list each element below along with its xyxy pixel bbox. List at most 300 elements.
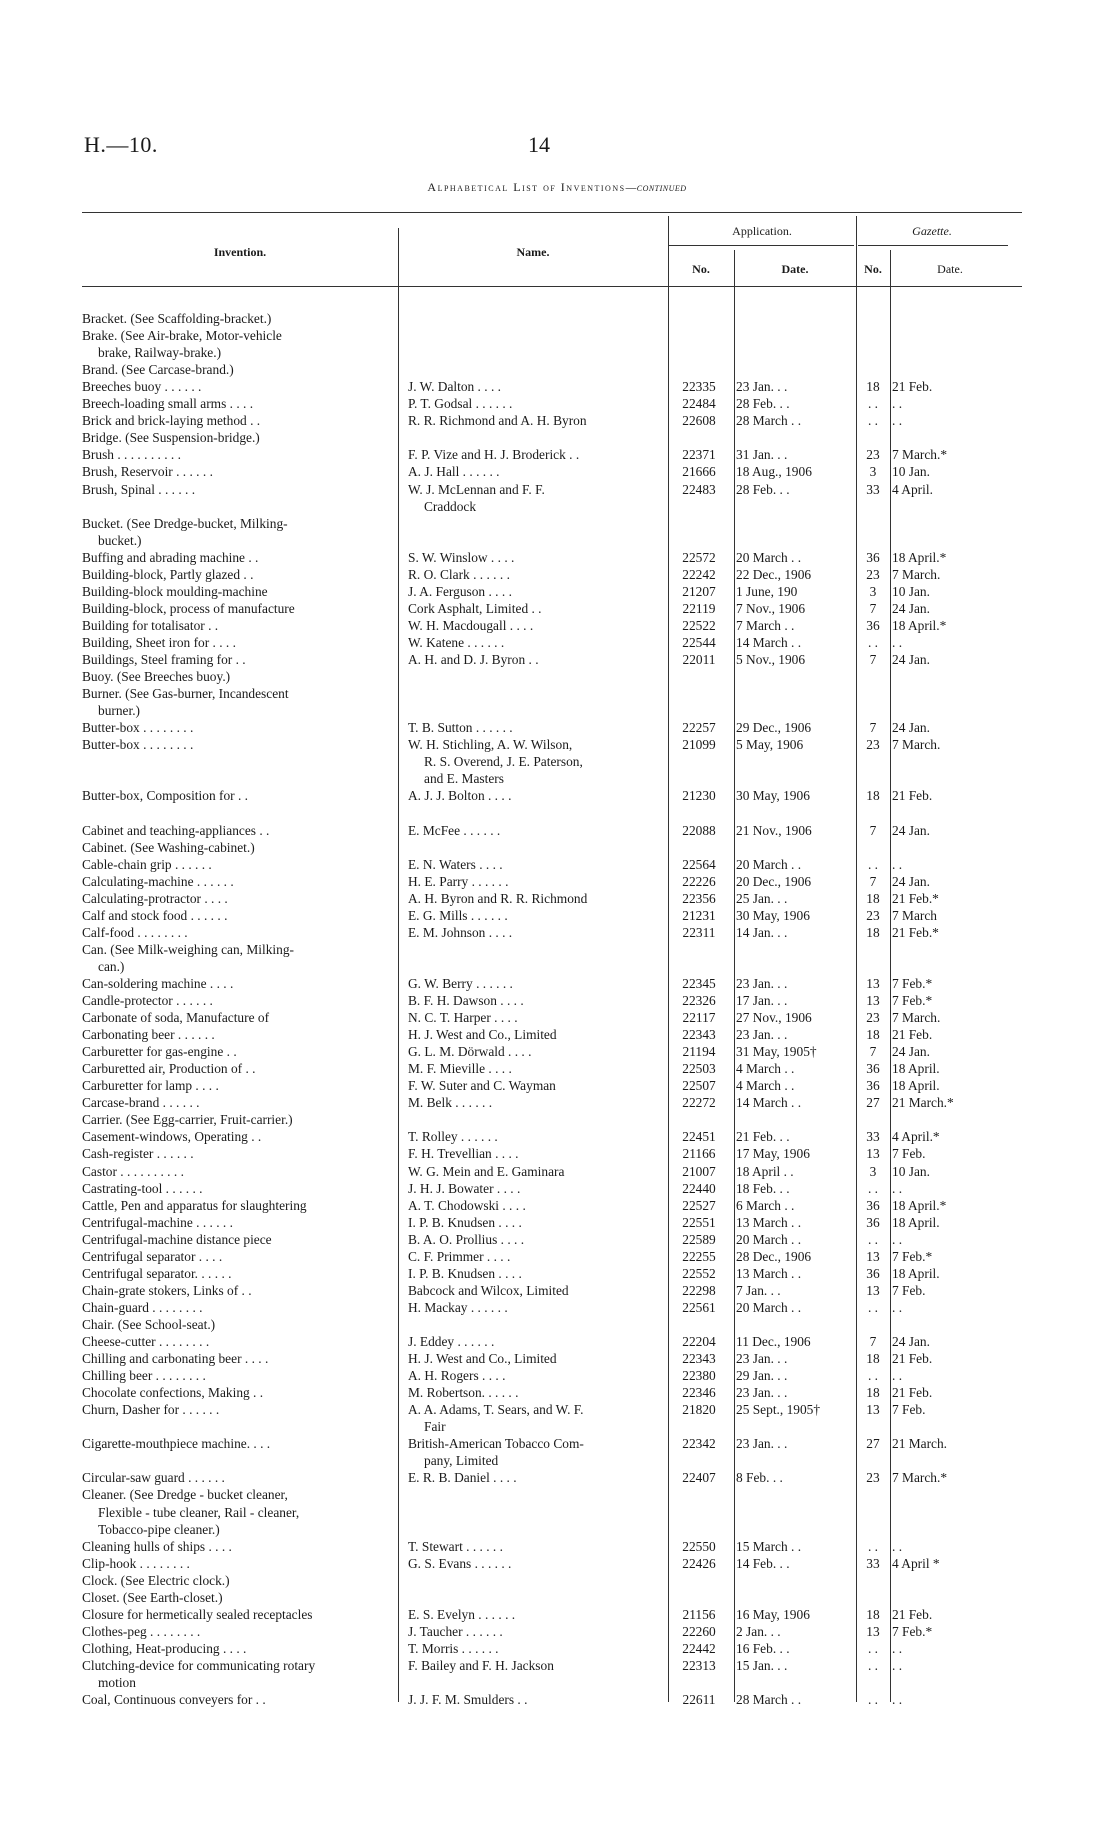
gazette-number-cell: 3 (869, 464, 877, 480)
table-row (0, 719, 1114, 736)
gazette-number-cell: 18 (866, 890, 880, 906)
column-header-application: Application. (732, 224, 792, 238)
application-number-cell: 22343 (682, 1027, 716, 1043)
invention-cell: Bucket. (See Dredge-bucket, Milking- (82, 515, 288, 531)
application-date-cell: 7 Jan. . . (736, 1282, 781, 1298)
gazette-date-cell: 7 Feb.* (892, 1248, 933, 1264)
table-row (0, 787, 1114, 804)
table-row (0, 1572, 1114, 1589)
invention-cell: Chocolate confections, Making . . (82, 1385, 264, 1401)
name-cell: G. W. Berry . . . . . . (408, 975, 513, 991)
name-cell: E. McFee . . . . . . (408, 822, 501, 838)
name-cell: F. H. Trevellian . . . . (408, 1146, 519, 1162)
name-cell: A. H. Rogers . . . . (408, 1368, 506, 1384)
table-row (0, 941, 1114, 958)
table-row (0, 327, 1114, 344)
application-date-cell: 15 Jan. . . (736, 1657, 788, 1673)
name-cell: F. P. Vize and H. J. Broderick . . (408, 447, 580, 463)
gazette-date-cell: 24 Jan. (892, 600, 930, 616)
gazette-date-cell: 4 April. (892, 481, 933, 497)
name-cell: G. S. Evans . . . . . . (408, 1555, 512, 1571)
application-number-cell: 21194 (682, 1044, 716, 1060)
table-row (0, 566, 1114, 583)
invention-cell: Carburetted air, Production of . . (82, 1061, 256, 1077)
application-date-cell: 21 Nov., 1906 (736, 822, 812, 838)
application-date-cell: 16 May, 1906 (736, 1606, 810, 1622)
table-row (0, 1043, 1114, 1060)
name-cell: F. W. Suter and C. Wayman (408, 1078, 556, 1094)
name-cell: T. Stewart . . . . . . (408, 1538, 503, 1554)
invention-cell: Building-block, Partly glazed . . (82, 566, 254, 582)
subtitle-continued: —continued (625, 180, 687, 194)
application-date-cell: 28 Feb. . . (736, 481, 790, 497)
name-cell: J. A. Ferguson . . . . (408, 583, 512, 599)
invention-cell: Buffing and abrading machine . . (82, 549, 259, 565)
application-date-cell: 20 Dec., 1906 (736, 873, 812, 889)
invention-cell: Can-soldering machine . . . . (82, 975, 234, 991)
gazette-number-cell: 13 (866, 1146, 880, 1162)
name-cell: A. J. J. Bolton . . . . (408, 788, 512, 804)
application-date-cell: 13 March . . (736, 1214, 802, 1230)
gazette-number-cell: 3 (869, 1163, 877, 1179)
invention-cell: Carcase-brand . . . . . . (82, 1095, 200, 1111)
table-row (0, 617, 1114, 634)
table-row (0, 429, 1114, 446)
application-number-cell: 21666 (682, 464, 716, 480)
table-row (0, 600, 1114, 617)
invention-cell: Candle-protector . . . . . . (82, 993, 213, 1008)
gazette-number-cell: . . (867, 1231, 879, 1247)
application-date-cell: 25 Jan. . . (736, 890, 788, 906)
gazette-number-cell: . . (867, 634, 879, 650)
invention-cell: Carburetter for gas-engine . . (82, 1044, 237, 1060)
table-row (0, 1401, 1114, 1418)
name-cell: T. B. Sutton . . . . . . (408, 720, 513, 736)
application-date-cell: 13 March . . (736, 1265, 802, 1281)
table-row (0, 975, 1114, 992)
application-date-cell: 14 Jan. . . (736, 924, 788, 940)
invention-cell: Cleaning hulls of ships . . . . (82, 1538, 232, 1554)
invention-cell: Brake. (See Air-brake, Motor-vehicle (82, 328, 282, 344)
name-cell: P. T. Godsal . . . . . . (408, 396, 513, 412)
gazette-number-cell: 7 (869, 1334, 877, 1349)
application-date-cell: 4 March . . (736, 1061, 795, 1077)
gazette-number-cell: 13 (866, 1402, 880, 1418)
invention-cell: Churn, Dasher for . . . . . . (82, 1402, 220, 1418)
invention-cell: Brand. (See Carcase-brand.) (82, 362, 234, 378)
name-cell: I. P. B. Knudsen . . . . (408, 1214, 522, 1230)
table-row (0, 804, 1114, 821)
application-number-cell: 22522 (682, 617, 716, 633)
table-row (0, 1282, 1114, 1299)
invention-cell: Cheese-cutter . . . . . . . . (82, 1334, 210, 1349)
name-cell: F. Bailey and F. H. Jackson (408, 1657, 554, 1673)
table-row (0, 1163, 1114, 1180)
table-row (0, 1589, 1114, 1606)
invention-cell: Coal, Continuous conveyers for . . (82, 1692, 266, 1708)
application-date-cell: 5 Nov., 1906 (736, 652, 806, 667)
name-cell: C. F. Primmer . . . . (408, 1248, 511, 1264)
application-date-cell: 2 Jan. . . (736, 1623, 781, 1639)
table-row (0, 1657, 1114, 1674)
gazette-date-cell: 10 Jan. (892, 583, 930, 599)
application-date-cell: 21 Feb. . . (736, 1129, 790, 1145)
gazette-date-cell: 7 Feb. (892, 1402, 926, 1418)
table-row (0, 481, 1114, 498)
gazette-number-cell: . . (867, 1657, 879, 1673)
application-date-cell: 20 March . . (736, 1231, 802, 1247)
gazette-number-cell: 3 (869, 583, 877, 599)
table-row (0, 1623, 1114, 1640)
invention-cell: Bracket. (See Scaffolding-bracket.) (82, 311, 272, 326)
invention-cell: Brush, Reservoir . . . . . . (82, 464, 213, 480)
invention-cell: Calf and stock food . . . . . . (82, 907, 228, 923)
gazette-number-cell: 36 (866, 1265, 880, 1281)
application-number-cell: 22589 (682, 1231, 716, 1247)
name-cell: A. A. Adams, T. Sears, and W. F. (408, 1402, 584, 1418)
name-cell: pany, Limited (424, 1453, 499, 1469)
application-date-cell: 30 May, 1906 (736, 788, 810, 804)
gazette-date-cell: . . (892, 1640, 903, 1656)
gazette-number-cell: . . (867, 1299, 879, 1315)
gazette-date-cell: . . (892, 1231, 903, 1247)
table-row (0, 1691, 1114, 1708)
invention-cell: Building for totalisator . . (82, 617, 219, 633)
gazette-date-cell: 10 Jan. (892, 464, 930, 480)
gazette-date-cell: 7 March.* (892, 447, 948, 463)
application-number-cell: 21820 (682, 1402, 716, 1418)
invention-cell: bucket.) (98, 532, 142, 548)
invention-cell: burner.) (98, 703, 141, 719)
gazette-number-cell: . . (867, 856, 879, 872)
gazette-number-cell: . . (867, 396, 879, 412)
invention-cell: Chain-grate stokers, Links of . . (82, 1282, 252, 1298)
table-row (0, 549, 1114, 566)
table-row (0, 1674, 1114, 1691)
invention-cell: Cash-register . . . . . . (82, 1146, 194, 1162)
name-cell: W. J. McLennan and F. F. (408, 481, 545, 497)
name-cell: T. Morris . . . . . . (408, 1640, 499, 1656)
table-row (0, 583, 1114, 600)
gazette-number-cell: . . (867, 1640, 879, 1656)
name-cell: Craddock (424, 498, 477, 514)
invention-cell: Calculating-protractor . . . . (82, 890, 228, 906)
name-cell: R. S. Overend, J. E. Paterson, (424, 754, 583, 770)
table-row (0, 702, 1114, 719)
gazette-number-cell: 36 (866, 549, 880, 565)
gazette-number-cell: 18 (866, 1027, 880, 1043)
invention-cell: Closure for hermetically sealed receptacles (82, 1606, 313, 1622)
invention-cell: Can. (See Milk-weighing can, Milking- (82, 941, 294, 957)
gazette-number-cell: 7 (869, 652, 877, 667)
invention-cell: Castrating-tool . . . . . . (82, 1180, 203, 1196)
application-date-cell: 8 Feb. . . (736, 1470, 783, 1486)
gazette-number-cell: . . (867, 1180, 879, 1196)
invention-cell: can.) (98, 958, 125, 974)
name-cell: J. Taucher . . . . . . (408, 1623, 503, 1639)
application-number-cell: 21156 (682, 1606, 716, 1622)
gazette-number-cell: 13 (866, 975, 880, 991)
gazette-date-cell: 21 Feb. (892, 1385, 933, 1401)
invention-cell: Calculating-machine . . . . . . (82, 873, 234, 889)
invention-cell: Buoy. (See Breeches buoy.) (82, 669, 231, 685)
application-date-cell: 20 March . . (736, 856, 802, 872)
application-date-cell: 6 March . . (736, 1197, 795, 1213)
gazette-date-cell: 18 April.* (892, 549, 947, 565)
table-row (0, 1538, 1114, 1555)
gazette-date-cell: . . (892, 1368, 903, 1384)
invention-cell: Circular-saw guard . . . . . . (82, 1470, 225, 1486)
gazette-date-cell: 24 Jan. (892, 873, 930, 889)
column-header-app-no: No. (692, 262, 710, 276)
gazette-date-cell: 18 April. (892, 1061, 940, 1077)
application-number-cell: 22088 (682, 822, 716, 838)
invention-cell: motion (98, 1675, 136, 1690)
gazette-date-cell: . . (892, 1657, 903, 1673)
name-cell: H. J. West and Co., Limited (408, 1027, 557, 1043)
gazette-date-cell: 10 Jan. (892, 1163, 930, 1179)
invention-cell: Centrifugal-machine . . . . . . (82, 1214, 233, 1230)
gazette-number-cell: 36 (866, 1078, 880, 1094)
name-cell: T. Rolley . . . . . . (408, 1129, 498, 1145)
name-cell: R. R. Richmond and A. H. Byron (408, 413, 587, 429)
gazette-number-cell: 23 (866, 907, 880, 923)
invention-cell: Chilling and carbonating beer . . . . (82, 1351, 269, 1367)
name-cell: A. H. and D. J. Byron . . (408, 652, 539, 667)
gazette-date-cell: 21 March.* (892, 1095, 954, 1111)
column-header-invention: Invention. (213, 245, 267, 259)
name-cell: B. A. O. Prollius . . . . (408, 1231, 525, 1247)
name-cell: J. W. Dalton . . . . (408, 379, 501, 395)
application-date-cell: 18 April . . (736, 1163, 794, 1179)
invention-cell: Brush . . . . . . . . . . (82, 447, 181, 463)
application-number-cell: 22298 (682, 1282, 716, 1298)
gazette-date-cell: . . (892, 413, 903, 429)
table-row (0, 668, 1114, 685)
table-row (0, 1435, 1114, 1452)
table-row (0, 344, 1114, 361)
gazette-label: Gazette. (912, 224, 952, 238)
application-number-cell: 22572 (682, 549, 716, 565)
gazette-date-cell: . . (892, 856, 903, 872)
application-date-cell: 17 May, 1906 (736, 1146, 810, 1162)
application-number-cell: 22335 (682, 379, 716, 395)
gazette-number-cell: 13 (866, 1248, 880, 1264)
name-cell: J. J. F. M. Smulders . . (408, 1692, 528, 1708)
invention-cell: Brush, Spinal . . . . . . (82, 481, 196, 497)
application-date-cell: 30 May, 1906 (736, 907, 810, 923)
gazette-number-cell: 18 (866, 1385, 880, 1401)
application-number-cell: 22311 (682, 924, 716, 940)
gazette-number-cell: 7 (869, 873, 877, 889)
gazette-date-cell: . . (892, 1180, 903, 1196)
gazette-date-cell: 18 April. (892, 1265, 940, 1281)
application-number-cell: 22507 (682, 1078, 716, 1094)
application-date-cell: 7 March . . (736, 617, 795, 633)
table-row (0, 1469, 1114, 1486)
table-row (0, 1299, 1114, 1316)
gazette-number-cell: 36 (866, 1214, 880, 1230)
gazette-date-cell: 24 Jan. (892, 1044, 930, 1060)
application-date-cell: 28 Dec., 1906 (736, 1248, 812, 1264)
name-cell: Cork Asphalt, Limited . . (408, 600, 542, 616)
invention-cell: Cleaner. (See Dredge - bucket cleaner, (82, 1487, 288, 1503)
name-cell: W. H. Stichling, A. W. Wilson, (408, 737, 573, 753)
name-cell: R. O. Clark . . . . . . (408, 566, 510, 582)
table-row (0, 651, 1114, 668)
gazette-date-cell: 7 March.* (892, 1470, 948, 1486)
table-row (0, 1060, 1114, 1077)
application-number-cell: 22255 (682, 1248, 716, 1264)
gazette-number-cell: 23 (866, 737, 880, 753)
application-number-cell: 22326 (682, 993, 716, 1008)
application-date-cell: 14 March . . (736, 1095, 802, 1111)
application-number-cell: 22527 (682, 1197, 716, 1213)
invention-cell: Carbonating beer . . . . . . (82, 1027, 215, 1043)
application-date-cell: 23 Jan. . . (736, 1351, 788, 1367)
application-date-cell: 25 Sept., 1905† (736, 1402, 821, 1418)
table-row (0, 685, 1114, 702)
application-number-cell: 22426 (682, 1555, 716, 1571)
table-row (0, 873, 1114, 890)
application-date-cell: 23 Jan. . . (736, 1436, 788, 1452)
application-date-cell: 14 March . . (736, 634, 802, 650)
table-row (0, 1418, 1114, 1435)
name-cell: M. Robertson. . . . . . (408, 1385, 519, 1401)
invention-cell: Castor . . . . . . . . . . (82, 1163, 184, 1179)
table-row (0, 498, 1114, 515)
table-row (0, 1486, 1114, 1503)
invention-cell: Clip-hook . . . . . . . . (82, 1555, 190, 1571)
application-date-cell: 16 Feb. . . (736, 1640, 790, 1656)
table-row (0, 1452, 1114, 1469)
application-date-cell: 17 Jan. . . (736, 993, 788, 1008)
gazette-number-cell: 36 (866, 1061, 880, 1077)
gazette-date-cell: 7 Feb. (892, 1146, 926, 1162)
application-date-cell: 31 May, 1905† (736, 1044, 817, 1060)
application-number-cell: 21099 (682, 737, 716, 753)
application-number-cell: 22503 (682, 1061, 716, 1077)
gazette-number-cell: 13 (866, 1282, 880, 1298)
table-row (0, 1606, 1114, 1623)
gazette-date-cell: . . (892, 396, 903, 412)
application-number-cell: 22561 (682, 1299, 716, 1315)
name-cell: E. R. B. Daniel . . . . (408, 1470, 517, 1486)
gazette-date-cell: 7 March. (892, 1010, 941, 1026)
invention-cell: Centrifugal separator . . . . (82, 1248, 223, 1264)
table-row (0, 890, 1114, 907)
table-row (0, 1111, 1114, 1128)
gazette-number-cell: 23 (866, 447, 880, 463)
table-row (0, 856, 1114, 873)
subtitle-text: Alphabetical List of Inventions (427, 180, 626, 194)
gazette-number-cell: 13 (866, 1623, 880, 1639)
invention-cell: Clothing, Heat-producing . . . . (82, 1640, 247, 1656)
application-number-cell: 22242 (682, 566, 716, 582)
gazette-number-cell: 18 (866, 379, 880, 395)
table-row (0, 1555, 1114, 1572)
name-cell: Fair (424, 1419, 446, 1435)
invention-cell: Centrifugal separator. . . . . . (82, 1265, 232, 1281)
gazette-number-cell: . . (867, 1538, 879, 1554)
gazette-date-cell: 7 March. (892, 737, 941, 753)
application-number-cell: 22451 (682, 1129, 716, 1145)
gazette-date-cell: 21 Feb. (892, 1027, 933, 1043)
name-cell: E. S. Evelyn . . . . . . (408, 1606, 516, 1622)
application-date-cell: 23 Jan. . . (736, 975, 788, 991)
table-row (0, 1026, 1114, 1043)
name-cell: W. H. Macdougall . . . . (408, 617, 534, 633)
table-row (0, 1384, 1114, 1401)
gazette-date-cell: 24 Jan. (892, 822, 930, 838)
name-cell: A. H. Byron and R. R. Richmond (408, 890, 588, 906)
table-row (0, 839, 1114, 856)
application-date-cell: 28 Feb. . . (736, 396, 790, 412)
application-number-cell: 22356 (682, 890, 716, 906)
application-number-cell: 22442 (682, 1640, 716, 1656)
name-cell: A. J. Hall . . . . . . (408, 464, 500, 480)
application-number-cell: 21231 (682, 907, 716, 923)
application-number-cell: 22407 (682, 1470, 716, 1486)
application-date-cell: 27 Nov., 1906 (736, 1010, 812, 1026)
application-number-cell: 22551 (682, 1214, 716, 1230)
gazette-date-cell: 7 Feb.* (892, 975, 933, 991)
gazette-date-cell: 24 Jan. (892, 720, 930, 736)
gazette-number-cell: 36 (866, 617, 880, 633)
gazette-date-cell: . . (892, 634, 903, 650)
table-row (0, 412, 1114, 429)
invention-cell: Butter-box . . . . . . . . (82, 720, 194, 736)
table-row (0, 1248, 1114, 1265)
name-cell: N. C. T. Harper . . . . (408, 1010, 518, 1026)
gazette-number-cell: 7 (869, 720, 877, 736)
name-cell: W. G. Mein and E. Gaminara (408, 1163, 565, 1179)
invention-cell: Chilling beer . . . . . . . . (82, 1368, 206, 1384)
document-code: H.—10. (84, 132, 158, 157)
table-row (0, 532, 1114, 549)
gazette-number-cell: 18 (866, 924, 880, 940)
invention-cell: Centrifugal-machine distance piece (82, 1231, 272, 1247)
application-number-cell: 22440 (682, 1180, 716, 1196)
invention-cell: Tobacco-pipe cleaner.) (98, 1521, 220, 1537)
invention-cell: Breeches buoy . . . . . . (82, 379, 202, 395)
application-date-cell: 18 Feb. . . (736, 1180, 790, 1196)
table-row (0, 1214, 1114, 1231)
invention-cell: Breech-loading small arms . . . . (82, 396, 254, 412)
table-row (0, 907, 1114, 924)
application-date-cell: 31 Jan. . . (736, 447, 788, 463)
application-date-cell: 23 Jan. . . (736, 1027, 788, 1043)
gazette-date-cell: 24 Jan. (892, 1334, 930, 1349)
invention-cell: Building, Sheet iron for . . . . (82, 634, 236, 650)
application-number-cell: 22257 (682, 720, 716, 736)
gazette-number-cell: 18 (866, 1351, 880, 1367)
table-row (0, 1504, 1114, 1521)
gazette-date-cell: 21 Feb. (892, 379, 933, 395)
invention-cell: Carrier. (See Egg-carrier, Fruit-carrier.) (82, 1112, 293, 1128)
table-row (0, 958, 1114, 975)
gazette-date-cell: 18 April.* (892, 617, 947, 633)
name-cell: and E. Masters (424, 771, 504, 787)
gazette-date-cell: 18 April. (892, 1078, 940, 1094)
gazette-number-cell: 23 (866, 1470, 880, 1486)
application-number-cell: 21207 (682, 583, 716, 599)
table-row (0, 1077, 1114, 1094)
table-row (0, 736, 1114, 753)
gazette-number-cell: 33 (866, 1129, 880, 1145)
application-date-cell: 28 March . . (736, 1692, 802, 1708)
name-cell: G. L. M. Dörwald . . . . (408, 1044, 532, 1060)
